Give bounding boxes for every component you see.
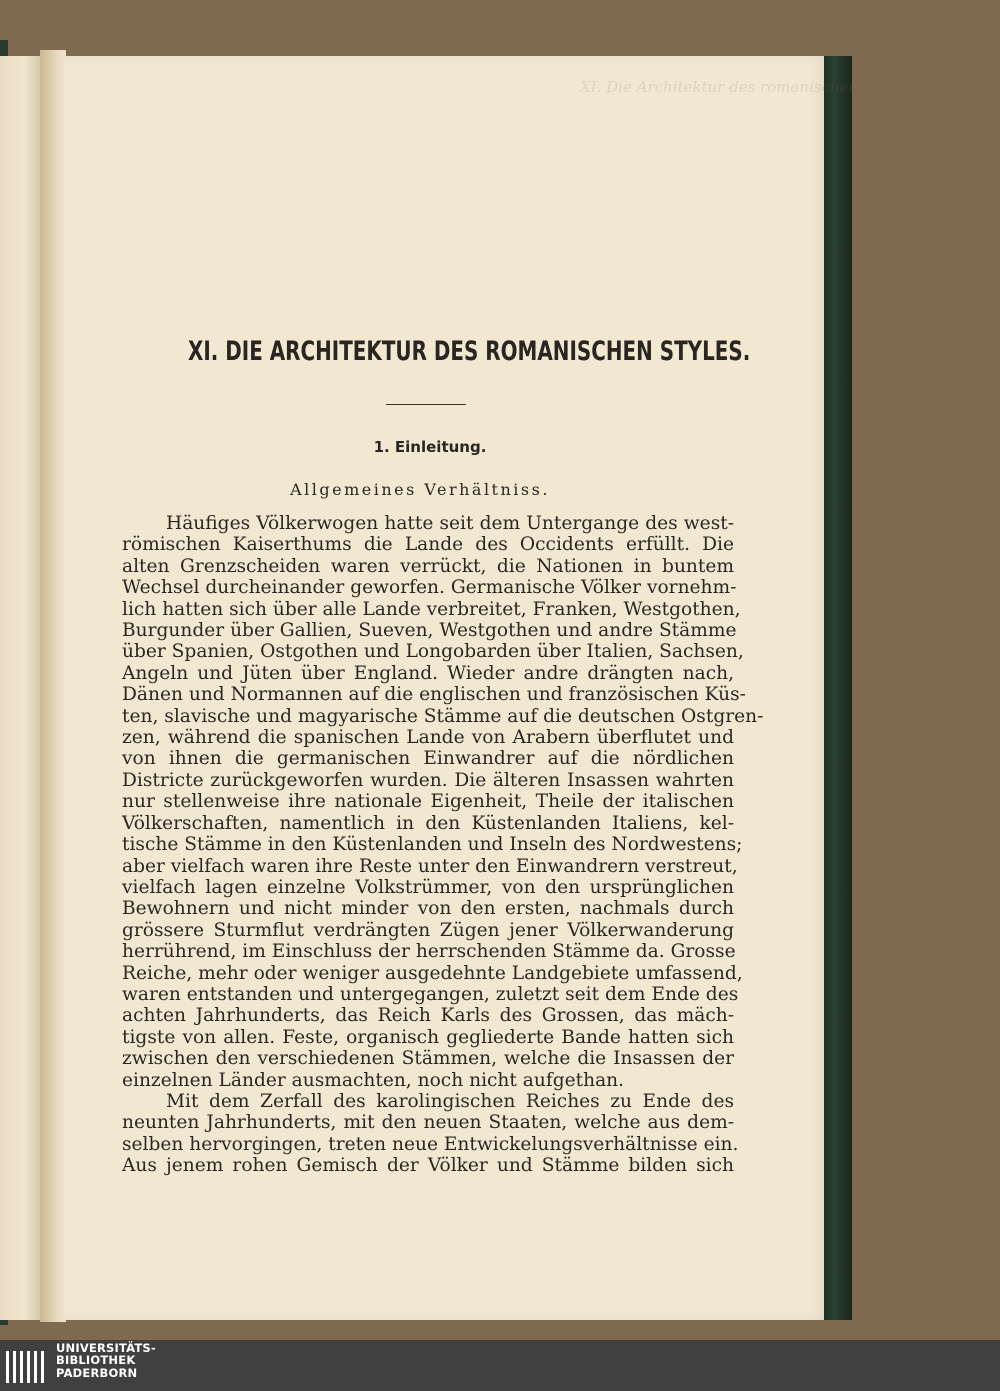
book-gutter (40, 50, 66, 1322)
text-line: einzelnen Länder ausmachten, noch nicht aufgethan. (122, 1069, 625, 1091)
text-line: Völkerschaften, namentlich in den Küstenlanden Italiens, kel- (122, 812, 734, 834)
text-line: über Spanien, Ostgothen und Longobarden über Italien, Sachsen, (122, 641, 744, 663)
text-line: tigste von allen. Feste, organisch gegliederte Bande hatten sich (122, 1026, 734, 1048)
text-line: Aus jenem rohen Gemisch der Völker und Stämme bilden sich (122, 1155, 734, 1177)
text-line: vielfach lagen einzelne Volkstrümmer, von den ursprünglichen (122, 876, 734, 898)
text-line: Districte zurückgeworfen wurden. Die älteren Insassen wahrten (122, 769, 734, 791)
library-name-line: PADERBORN (56, 1365, 138, 1380)
text-line: römischen Kaiserthums die Lande des Occidents erfüllt. Die (122, 534, 734, 556)
text-line: Häufiges Völkerwogen hatte seit dem Untergange des west- (166, 513, 734, 534)
text-line: aber vielfach waren ihre Reste unter den Einwandrern verstreut, (122, 855, 738, 877)
title-divider (386, 404, 466, 405)
chapter-title: XI. DIE ARCHITEKTUR DES ROMANISCHEN STYLES. (188, 336, 751, 367)
text-line: tische Stämme in den Küstenlanden und Inseln des Nordwestens; (122, 834, 743, 856)
show-through-text: XI. Die Architektur des romanischen Styles. (580, 78, 914, 96)
text-line: Angeln und Jüten über England. Wieder andre drängten nach, (122, 662, 734, 684)
text-line: Mit dem Zerfall des karolingischen Reiches zu Ende des (166, 1090, 734, 1112)
text-line: grössere Sturmflut verdrängten Zügen jener Völkerwanderung (122, 919, 734, 941)
text-line: zwischen den verschiedenen Stämmen, welche die Insassen der (122, 1048, 734, 1070)
library-logo-icon (4, 1345, 46, 1387)
body-text (122, 513, 764, 1177)
text-line: waren entstanden und untergegangen, zuletzt seit dem Ende des (122, 983, 739, 1005)
library-name-line: UNIVERSITÄTS- (56, 1341, 156, 1355)
text-line: herrührend, im Einschluss der herrschenden Stämme da. Grosse (122, 941, 736, 963)
text-line: von ihnen die germanischen Einwandrer auf die nördlichen (122, 748, 734, 770)
text-line: Reiche, mehr oder weniger ausgedehnte Landgebiete umfassend, (122, 962, 743, 984)
library-name (56, 1342, 156, 1379)
library-name-line: BIBLIOTHEK (56, 1353, 136, 1368)
text-line: zen, während die spanischen Lande von Arabern überflutet und (122, 727, 734, 749)
left-page-edge (0, 56, 42, 1320)
subheading: Allgemeines Verhältniss. (290, 480, 550, 499)
text-line: Dänen und Normannen auf die englischen und französischen Küs- (122, 684, 746, 706)
text-line: alten Grenzscheiden waren verrückt, die Nationen in buntem (122, 555, 734, 577)
section-heading: 1. Einleitung. (373, 438, 487, 456)
text-line: Burgunder über Gallien, Sueven, Westgothen und andre Stämme (122, 620, 737, 642)
text-line: nur stellenweise ihre nationale Eigenheit, Theile der italischen (122, 791, 734, 813)
text-line: neunten Jahrhunderts, mit den neuen Staaten, welche aus dem- (122, 1112, 734, 1134)
text-line: ten, slavische und magyarische Stämme auf die deutschen Ostgren- (122, 705, 764, 727)
right-cover-edge (822, 56, 852, 1320)
text-line: Wechsel durcheinander geworfen. Germanische Völker vornehm- (122, 577, 737, 599)
text-line: achten Jahrhunderts, das Reich Karls des Grossen, das mäch- (122, 1005, 734, 1027)
text-line: selben hervorgingen, treten neue Entwickelungsverhältnisse ein. (122, 1133, 739, 1155)
text-line: Bewohnern und nicht minder von den ersten, nachmals durch (122, 898, 734, 920)
text-line: lich hatten sich über alle Lande verbreitet, Franken, Westgothen, (122, 598, 741, 620)
